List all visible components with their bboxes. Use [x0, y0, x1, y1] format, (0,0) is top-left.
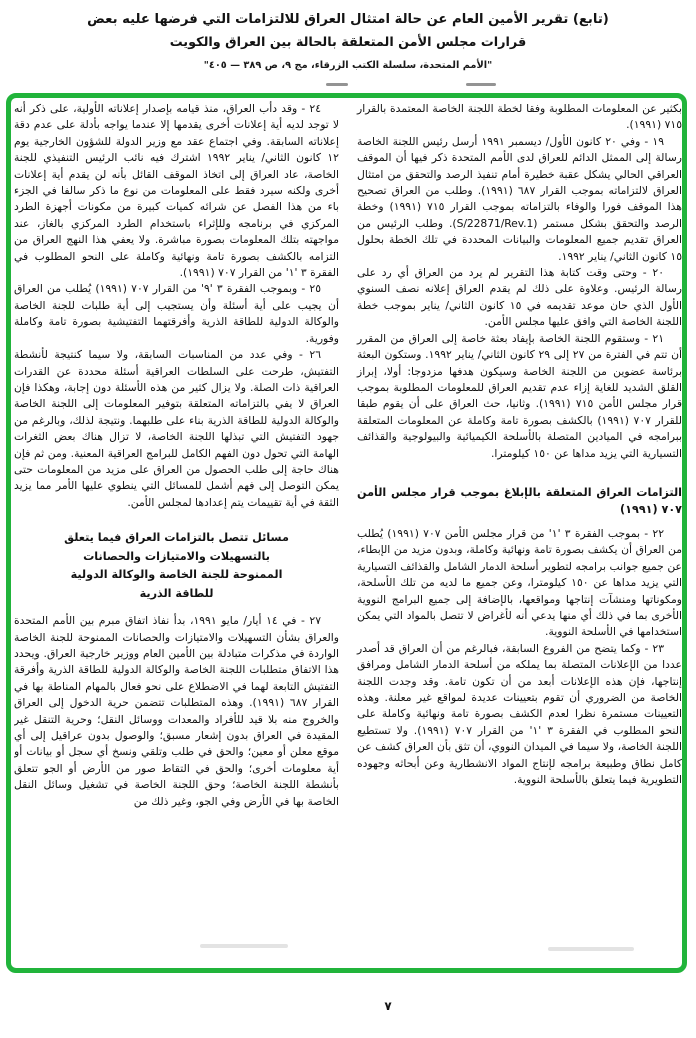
paragraph: ٢٢ - بموجب الفقرة ٣ '١' من قرار مجلس الأمن ٧٠٧ (١٩٩١) يُطلب من العراق أن يكشف بصورة تامة ونهائية وكاملة، وبدون مزيد من الإبطاء، عن جميع جوانب برامجه لتطوير أسلحة الدمار الشامل والقذائف التسيارية التي يزيد مداها عن ١٥٠ كيلومترا، وعن جميع ما لديه من تلك الأسلحة، ومكوناتها ومنشآت إنتاجها ومواقعها، بالإضافة إلى جميع البرامج النووية الأخرى بما في ذلك أي منها يدعي أنه لأغراض لا تتصل بالمواد التي يمكن استخدامها في الأسلحة النووية.: [357, 526, 682, 639]
paragraph: ٢١ - وستقوم اللجنة الخاصة بإيفاد بعثة خاصة إلى العراق من المقرر أن تتم في الفترة من ٢٧ إلى ٢٩ كانون الثاني/ يناير ١٩٩٢. وستكون البعثة برئاسة عضوين من اللجنة الخاصة وسيكون هدفها مزدوجا: أولا، إبراز القلق الشديد للغاية إزاء عدم تقديم العراق للمعلومات المطلوبة بموجب قرار مجلس الأمن ٧١٥ (١٩٩١). وثانيا، حث العراق على أن يقوم طبقا للقرار ٧٠٧ (١٩٩١) بالكشف بصورة تامة وكاملة عن المعلومات المتعلقة ببرامجه في الميادين المتصلة بالأسلحة الكيميائية والبيولوجية والقذائف التسيارية التي يزيد مداها عن ١٥٠ كيلومترا.: [357, 331, 682, 460]
two-column-text-area: [14, 101, 682, 973]
scan-artifact: [548, 947, 634, 951]
paragraph: ٢٣ - وكما يتضح من الفروع السابقة، فبالرغم من أن العراق قد أصدر عددا من الإعلانات المتصلة بما يملكه من أسلحة الدمار الشامل ومرافق إنتاجها، فإن هذه الإعلانات أبعد من أن تكون تامة. وقد وجدت اللجنة الخاصة من الضروري أن تقوم بتعيينات عديدة لمواقع غير معلنة. وهذه التعيينات مستمرة نظرا لعدم الكشف بصورة تامة ونهائية وكاملة على النحو المطلوب في الفقرة ٣ '١' من القرار ٧٠٧ (١٩٩١). ولا تستطيع اللجنة الخاصة، ولا سيما في الميدان النووي، أن تثق بأن العراق كشف عن كامل نطاق وطبيعة برامجه لإنتاج المواد الانشطارية وعن أبحاثه وجهوده التطويرية فيما يتعلق بالأسلحة النووية.: [357, 641, 682, 787]
document-source-citation: "الأمم المتحدة، سلسلة الكتب الزرقاء، مج ٩، ص ٣٨٩ — ٤٠٥": [203, 59, 493, 71]
scan-artifact: [466, 83, 496, 86]
section-heading: مسائل تتصل بالتزامات العراق فيما يتعلق بالتسهيلات والامتيازات والحصانات الممنوحة للجنة الخاصة والوكالة الدولية للطاقة الذرية: [64, 531, 289, 600]
paragraph: بكثير عن المعلومات المطلوبة وفقا لخطة اللجنة الخاصة المعتمدة بالقرار ٧١٥ (١٩٩١).: [357, 102, 682, 132]
paragraph: ٢٤ - وقد دأب العراق، منذ قيامه بإصدار إعلاناته الأولية، على ذكر أنه لا توجد لديه أية إعلانات أخرى يقدمها إلا عندما يواجه بأدلة على عدم دقة إعلاناته السابقة. وفي اجتماع عقد مع وزير الدولة للشؤون الخارجية يوم ١٢ كانون الثاني/ يناير ١٩٩٢ اشترك فيه نائب الرئيس التنفيذي للجنة الخاصة، عاد العراق إلى اتخاذ الموقف القائل بأنه لن يقدم أية إعلانات أخرى ولكنه سيرد فقط على المعلومات من نوع ما ذكر سالفا في الجزء باء من هذا الفصل عن شرائه كميات كبيرة من مكونات أجهزة الطرد المركزي في برنامجه وللإثراء باستخدام الطرد المركزي بالغاز، عند مواجهته بتلك المعلومات بصورة مباشرة. ولا يعفي هذا النهج العراق من التزامه بالكشف بصورة تامة ونهائية وكاملة على النحو المطلوب في الفقرة ٣ '١' من القرار ٧٠٧ (١٩٩١).: [14, 102, 339, 280]
document-header: [0, 10, 696, 71]
document-title-line-1: (تابع) تقرير الأمين العام عن حالة امتثال العراق للالتزامات التي فرضها عليه بعض: [87, 12, 609, 27]
column-left: [14, 101, 339, 973]
column-right: [357, 101, 682, 973]
scan-artifact: [200, 944, 288, 948]
paragraph: ٢٥ - وبموجب الفقرة ٣ '٩' من القرار ٧٠٧ (١٩٩١) يُطلب من العراق أن يجيب على أية أسئلة وأن يستجيب إلى أية طلبات للجنة الخاصة والوكالة الدولية للطاقة الذرية وأفرقتهما التفتيشية بصورة تامة وكاملة وفورية.: [14, 282, 339, 345]
paragraph: ١٩ - وفي ٢٠ كانون الأول/ ديسمبر ١٩٩١ أرسل رئيس اللجنة الخاصة رسالة إلى الممثل الدائم للعراق لدى الأمم المتحدة ذكر فيها أن الموقف العراقي الحالي يشكل عقبة خطيرة أمام تنفيذ الرصد والتحقق من امتثال العراق لالتزاماته بموجب القرار ٦٨٧ (١٩٩١). وطلب من العراق تصحيح هذا الموقف فورا والوفاء بالتزاماته بموجب القرار ٧١٥ (١٩٩١) وخطة الرصد والتحقق بشكل مستمر (S/22871/Rev.1). وطلب الرئيس من العراق تقديم جميع المعلومات والبيانات المحددة في تلك الخطة بحلول ١٥ كانون الثاني/ يناير ١٩٩٢.: [357, 134, 682, 263]
page-number: ٧: [384, 999, 392, 1013]
paragraph: ٢٠ - وحتى وقت كتابة هذا التقرير لم يرد من العراق أي رد على رسالة الرئيس. وعلاوة على ذلك لم يقدم العراق إعلانه نصف السنوي الأول الذي حان موعد تقديمه في ١٥ كانون الثاني/ يناير بموجب خطة اللجنة الخاصة التي وافق عليها مجلس الأمن.: [357, 266, 682, 329]
document-title-line-2: قرارات مجلس الأمن المتعلقة بالحالة بين العراق والكويت: [169, 35, 527, 51]
paragraph: ٢٦ - وفي عدد من المناسبات السابقة، ولا سيما كنتيجة لأنشطة التفتيش، طرحت على السلطات العراقية أسئلة محددة عن القدرات العراقية ذات الصلة. ولا يزال كثير من هذه الأسئلة دون إجابة، وهكذا فإن العراق لا يفي بالتزاماته المتعلقة بتوفير المعلومات إلى اللجنة الخاصة والوكالة الدولية للطاقة الذرية بناء على طلبهما. ونتيجة لذلك، وبالرغم من جهود التفتيش التي تبذلها اللجنة الخاصة، لا تزال هناك بعض الثغرات الهامة التي تحول دون الفهم الكامل للبرامج العراقية المعنية. ومن ثم فإن هناك حاجة إلى طلب الحصول من العراق على مزيد من المعلومات حتى يمكن التوصل إلى فهم أشمل للمسائل التي ينطوي عليها الأمر مما يزيد الثقة في أية تقييمات يتم إعدادها لمجلس الأمن.: [14, 348, 339, 509]
scan-artifact: [326, 83, 348, 86]
paragraph: ٢٧ - في ١٤ أيار/ مايو ١٩٩١، بدأ نفاذ اتفاق مبرم بين الأمم المتحدة والعراق بشأن التسهيلات والامتيازات والحصانات الممنوحة للجنة الخاصة الواردة في مذكرات متبادلة بين الأمين العام ووزير خارجية العراق. ويحدد هذا الاتفاق متطلبات اللجنة الخاصة والوكالة الدولية للطاقة الذرية وأفرقة التفتيش التابعة لهما في الاضطلاع على نحو فعال بالمهام المناطة بها في القرار ٦٨٧ (١٩٩١). وهذه المتطلبات تتضمن حرية الدخول إلى العراق والخروج منه بلا قيد للأفراد والمعدات ووسائل النقل؛ وحرية التنقل غير المقيدة في العراق بدون إشعار مسبق؛ والوصول بدون عراقيل إلى أي موقع معلن أو معين؛ والحق في طلب وتلقي ونسخ أي سجل أو بيانات أو أية معلومات أخرى؛ والحق في التقاط صور من الأرض أو الجو تتعلق بأنشطة اللجنة الخاصة؛ وحق اللجنة الخاصة في تشغيل وسائل النقل الخاصة بها في الأرض وفي الجو، وغير ذلك من: [14, 614, 339, 808]
section-heading: التزامات العراق المتعلقة بالإبلاغ بموجب قرار مجلس الأمن ٧٠٧ (١٩٩١): [357, 485, 682, 516]
